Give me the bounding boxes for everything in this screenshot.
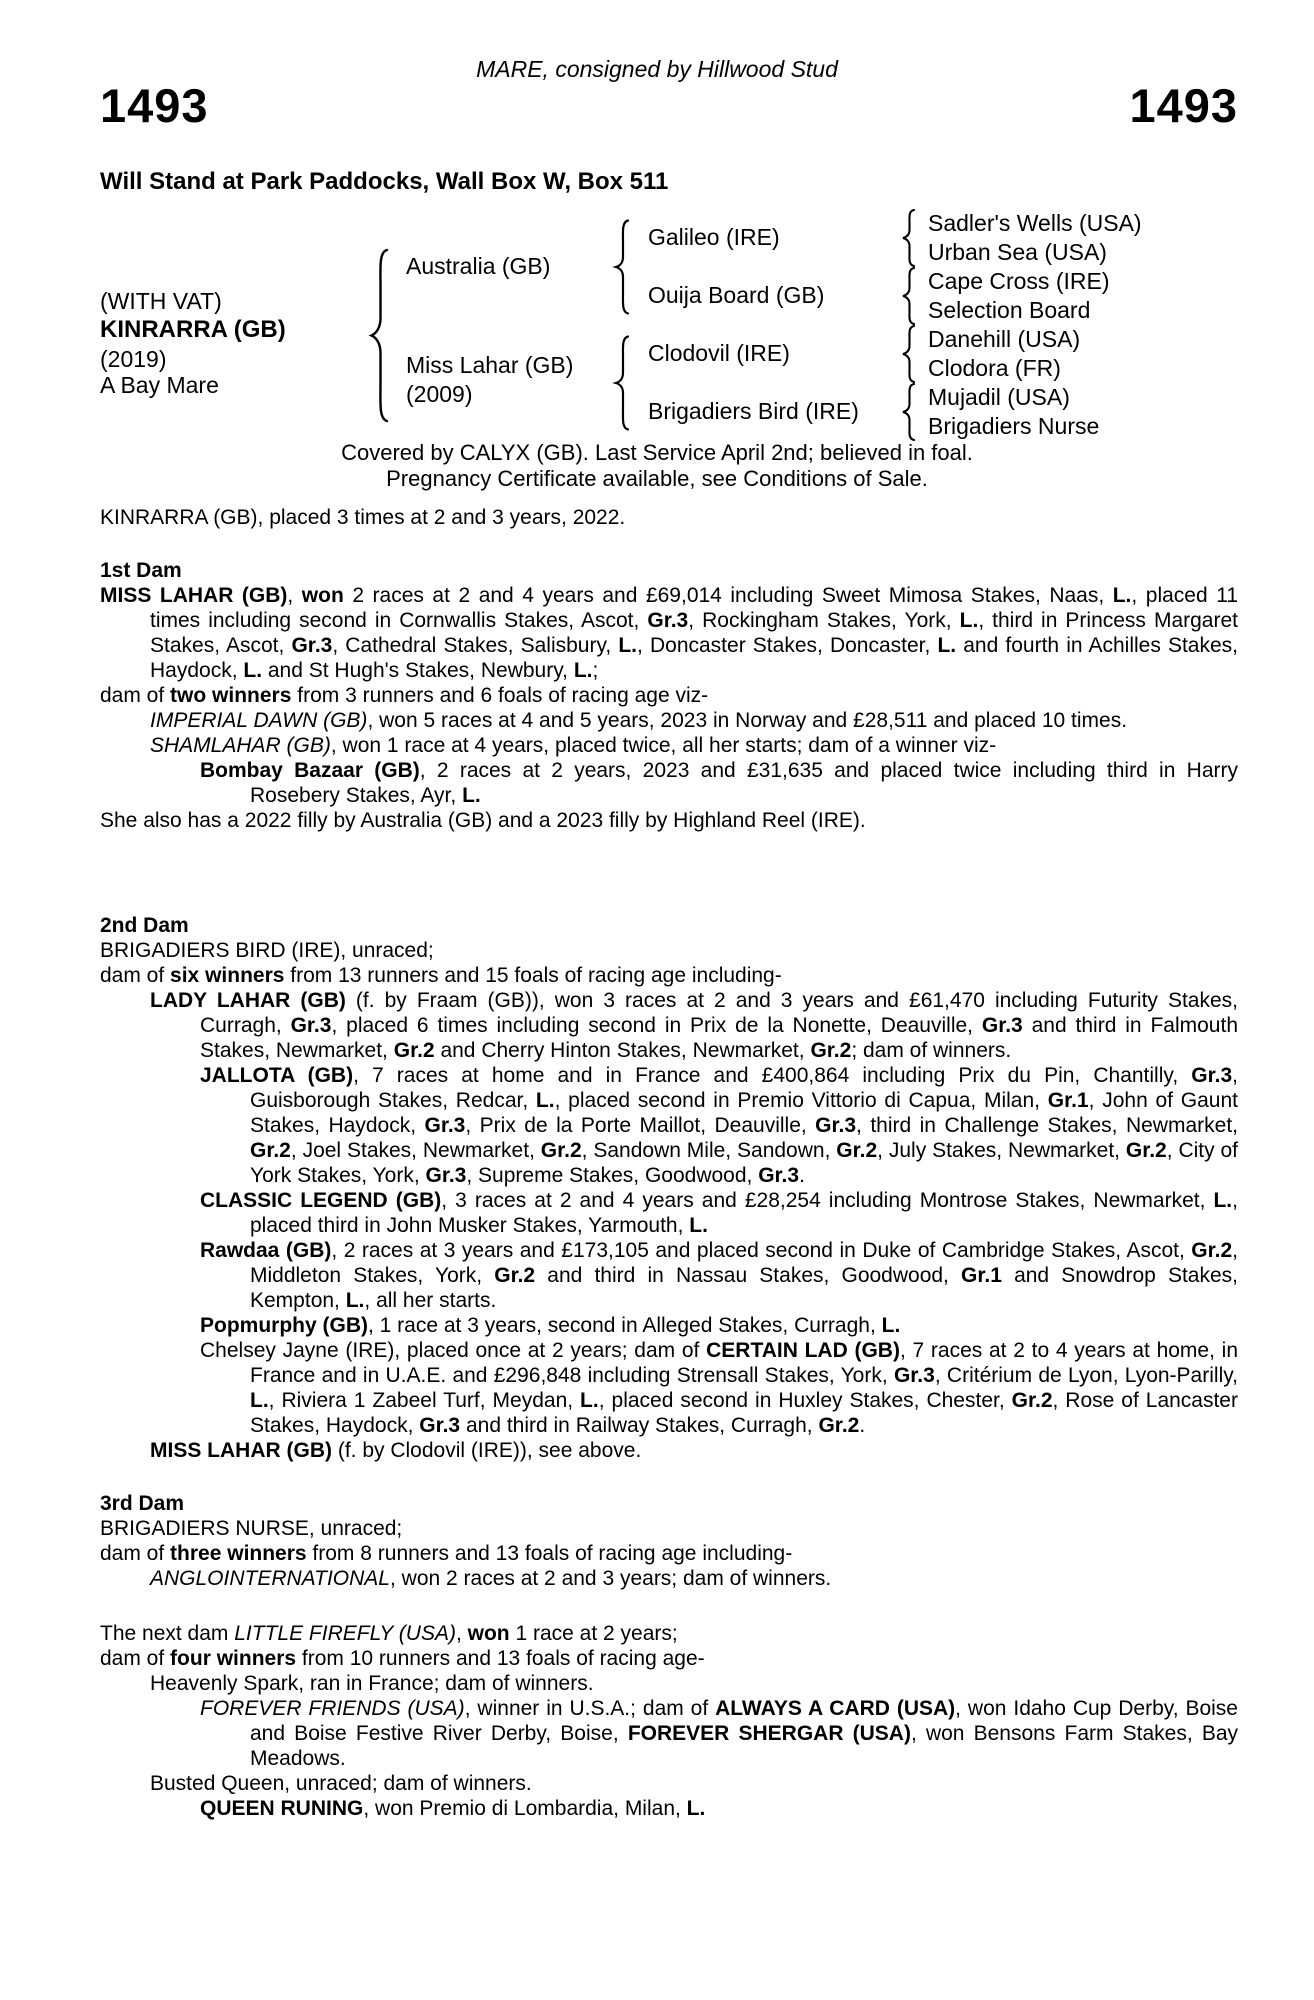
anglointernational-line: ANGLOINTERNATIONAL, won 2 races at 2 and 3 years; dam of winners. — [150, 1567, 832, 1590]
horse-name: KINRARRA (GB) — [100, 316, 286, 343]
dam-of-line: dam of four winners from 10 runners and 13 foals of racing age- — [100, 1647, 705, 1670]
gen4-ancestor: Brigadiers Nurse — [928, 413, 1100, 439]
pedigree-brace-small — [900, 383, 916, 441]
she-also-line: She also has a 2022 filly by Australia (GB) and a 2023 filly by Highland Reel (IRE). — [100, 809, 866, 832]
with-vat-label: (WITH VAT) — [100, 288, 222, 314]
forever-friends-paragraph: FOREVER FRIENDS (USA), winner in U.S.A.; dam of ALWAYS A CARD (USA), won Idaho Cup Derby, Boise and Boise Festive River Derby, Boise, FOREVER SHERGAR (USA), won Bensons Farm Stakes, Bay Meadows. — [200, 1697, 1238, 1770]
busted-queen-line: Busted Queen, unraced; dam of winners. — [150, 1772, 532, 1795]
shamlahar-paragraph: SHAMLAHAR (GB), won 1 race at 4 years, placed twice, all her starts; dam of a winner viz- — [150, 734, 997, 757]
third-dam-heading: 3rd Dam — [100, 1492, 185, 1515]
imperial-dawn-paragraph: IMPERIAL DAWN (GB), won 5 races at 4 and 5 years, 2023 in Norway and £28,511 and placed 10 times. — [150, 709, 1128, 732]
next-dam-line: The next dam LITTLE FIREFLY (USA), won 1 race at 2 years; — [100, 1622, 678, 1645]
sire-name: Australia (GB) — [406, 253, 551, 279]
horse-description: A Bay Mare — [100, 372, 219, 398]
pedigree-brace-medium — [612, 219, 630, 315]
covered-line: Covered by CALYX (GB). Last Service April 2nd; believed in foal. — [341, 440, 973, 465]
lot-number-left: 1493 — [100, 79, 209, 132]
classic-legend-paragraph: CLASSIC LEGEND (GB), 3 races at 2 and 4 years and £28,254 including Montrose Stakes, Newmarket, L., placed third in John Musker Stakes, Yarmouth, L. — [200, 1189, 1238, 1237]
brigadiers-bird-line: BRIGADIERS BIRD (IRE), unraced; — [100, 939, 434, 962]
dam-of-line: dam of two winners from 3 runners and 6 foals of racing age viz- — [100, 684, 709, 707]
stand-location-line: Will Stand at Park Paddocks, Wall Box W, Box 511 — [100, 168, 669, 195]
pedigree-brace-medium — [612, 335, 630, 431]
first-dam-heading: 1st Dam — [100, 559, 182, 582]
gen4-ancestor: Danehill (USA) — [928, 326, 1081, 352]
gen3-dam-of-dam: Brigadiers Bird (IRE) — [648, 398, 859, 424]
dam-name: Miss Lahar (GB) — [406, 352, 574, 378]
lady-lahar-paragraph: LADY LAHAR (GB) (f. by Fraam (GB)), won 3 races at 2 and 3 years and £61,470 including Futurity Stakes, Curragh, Gr.3, placed 6 times including second in Prix de la Nonette, Deauville, Gr.3 and third in Falmouth Stakes, Newmarket, Gr.2 and Cherry Hinton Stakes, Newmarket, Gr.2; dam of winners. — [150, 989, 1238, 1062]
gen4-ancestor: Sadler's Wells (USA) — [928, 210, 1142, 236]
miss-lahar-paragraph: MISS LAHAR (GB), won 2 races at 2 and 4 years and £69,014 including Sweet Mimosa Stakes, Naas, L., placed 11 times including second in Cornwallis Stakes, Ascot, Gr.3, Rockingham Stakes, York, L., third in Princess Margaret Stakes, Ascot, Gr.3, Cathedral Stakes, Salisbury, L., Doncaster Stakes, Doncaster, L. and fourth in Achilles Stakes, Haydock, L. and St Hugh's Stakes, Newbury, L.; — [100, 584, 1239, 682]
gen4-ancestor: Urban Sea (USA) — [928, 239, 1107, 265]
dam-of-line: dam of six winners from 13 runners and 15 foals of racing age including- — [100, 964, 782, 987]
gen4-ancestor: Clodora (FR) — [928, 355, 1061, 381]
gen4-ancestor: Selection Board — [928, 297, 1091, 323]
popmurphy-paragraph: Popmurphy (GB), 1 race at 3 years, second in Alleged Stakes, Curragh, L. — [200, 1314, 901, 1337]
pedigree-brace-small — [900, 209, 916, 267]
gen4-ancestor: Cape Cross (IRE) — [928, 268, 1110, 294]
gen3-sire-of-sire: Galileo (IRE) — [648, 224, 780, 250]
gen3-sire-of-dam: Clodovil (IRE) — [648, 340, 790, 366]
gen3-dam-of-sire: Ouija Board (GB) — [648, 282, 825, 308]
pedigree-brace-small — [900, 267, 916, 325]
bombay-bazaar-paragraph: Bombay Bazaar (GB), 2 races at 2 years, 2023 and £31,635 and placed twice including third in Harry Rosebery Stakes, Ayr, L. — [200, 759, 1238, 807]
heavenly-spark-line: Heavenly Spark, ran in France; dam of winners. — [150, 1672, 594, 1695]
lot-number-right: 1493 — [1129, 79, 1238, 132]
catalogue-body — [0, 505, 1314, 1821]
queen-runing-paragraph: QUEEN RUNING, won Premio di Lombardia, Milan, L. — [200, 1797, 706, 1820]
jallota-paragraph: JALLOTA (GB), 7 races at home and in France and £400,864 including Prix du Pin, Chantilly, Gr.3, Guisborough Stakes, Redcar, L., placed second in Premio Vittorio di Capua, Milan, Gr.1, John of Gaunt Stakes, Haydock, Gr.3, Prix de la Porte Maillot, Deauville, Gr.3, third in Challenge Stakes, Newmarket, Gr.2, Joel Stakes, Newmarket, Gr.2, Sandown Mile, Sandown, Gr.2, July Stakes, Newmarket, Gr.2, City of York Stakes, York, Gr.3, Supreme Stakes, Goodwood, Gr.3. — [200, 1064, 1239, 1187]
pedigree-brace-large — [366, 248, 390, 423]
pregnancy-certificate-line: Pregnancy Certificate available, see Conditions of Sale. — [386, 466, 928, 491]
dam-foaled-year: (2009) — [406, 381, 473, 407]
consignment-line: MARE, consigned by Hillwood Stud — [476, 56, 838, 82]
horse-foaled-year: (2019) — [100, 346, 167, 372]
chelsey-jayne-paragraph: Chelsey Jayne (IRE), placed once at 2 years; dam of CERTAIN LAD (GB), 7 races at 2 to 4 years at home, in France and in U.A.E. and £296,848 including Strensall Stakes, York, Gr.3, Critérium de Lyon, Lyon-Parilly, L., Riviera 1 Zabeel Turf, Meydan, L., placed second in Huxley Stakes, Chester, Gr.2, Rose of Lancaster Stakes, Haydock, Gr.3 and third in Railway Stakes, Curragh, Gr.2. — [200, 1339, 1239, 1437]
race-record-paragraph: KINRARRA (GB), placed 3 times at 2 and 3 years, 2022. — [100, 506, 626, 529]
pedigree-brace-small — [900, 325, 916, 383]
brigadiers-nurse-line: BRIGADIERS NURSE, unraced; — [100, 1517, 403, 1540]
gen4-ancestor: Mujadil (USA) — [928, 384, 1070, 410]
rawdaa-paragraph: Rawdaa (GB), 2 races at 3 years and £173,105 and placed second in Duke of Cambridge Stakes, Ascot, Gr.2, Middleton Stakes, York, Gr.2 and third in Nassau Stakes, Goodwood, Gr.1 and Snowdrop Stakes, Kempton, L., all her starts. — [200, 1239, 1239, 1312]
second-dam-heading: 2nd Dam — [100, 914, 189, 937]
pedigree-header-block — [0, 0, 1314, 505]
miss-lahar-see-above: MISS LAHAR (GB) (f. by Clodovil (IRE)), see above. — [150, 1439, 642, 1462]
dam-of-line: dam of three winners from 8 runners and 13 foals of racing age including- — [100, 1542, 793, 1565]
